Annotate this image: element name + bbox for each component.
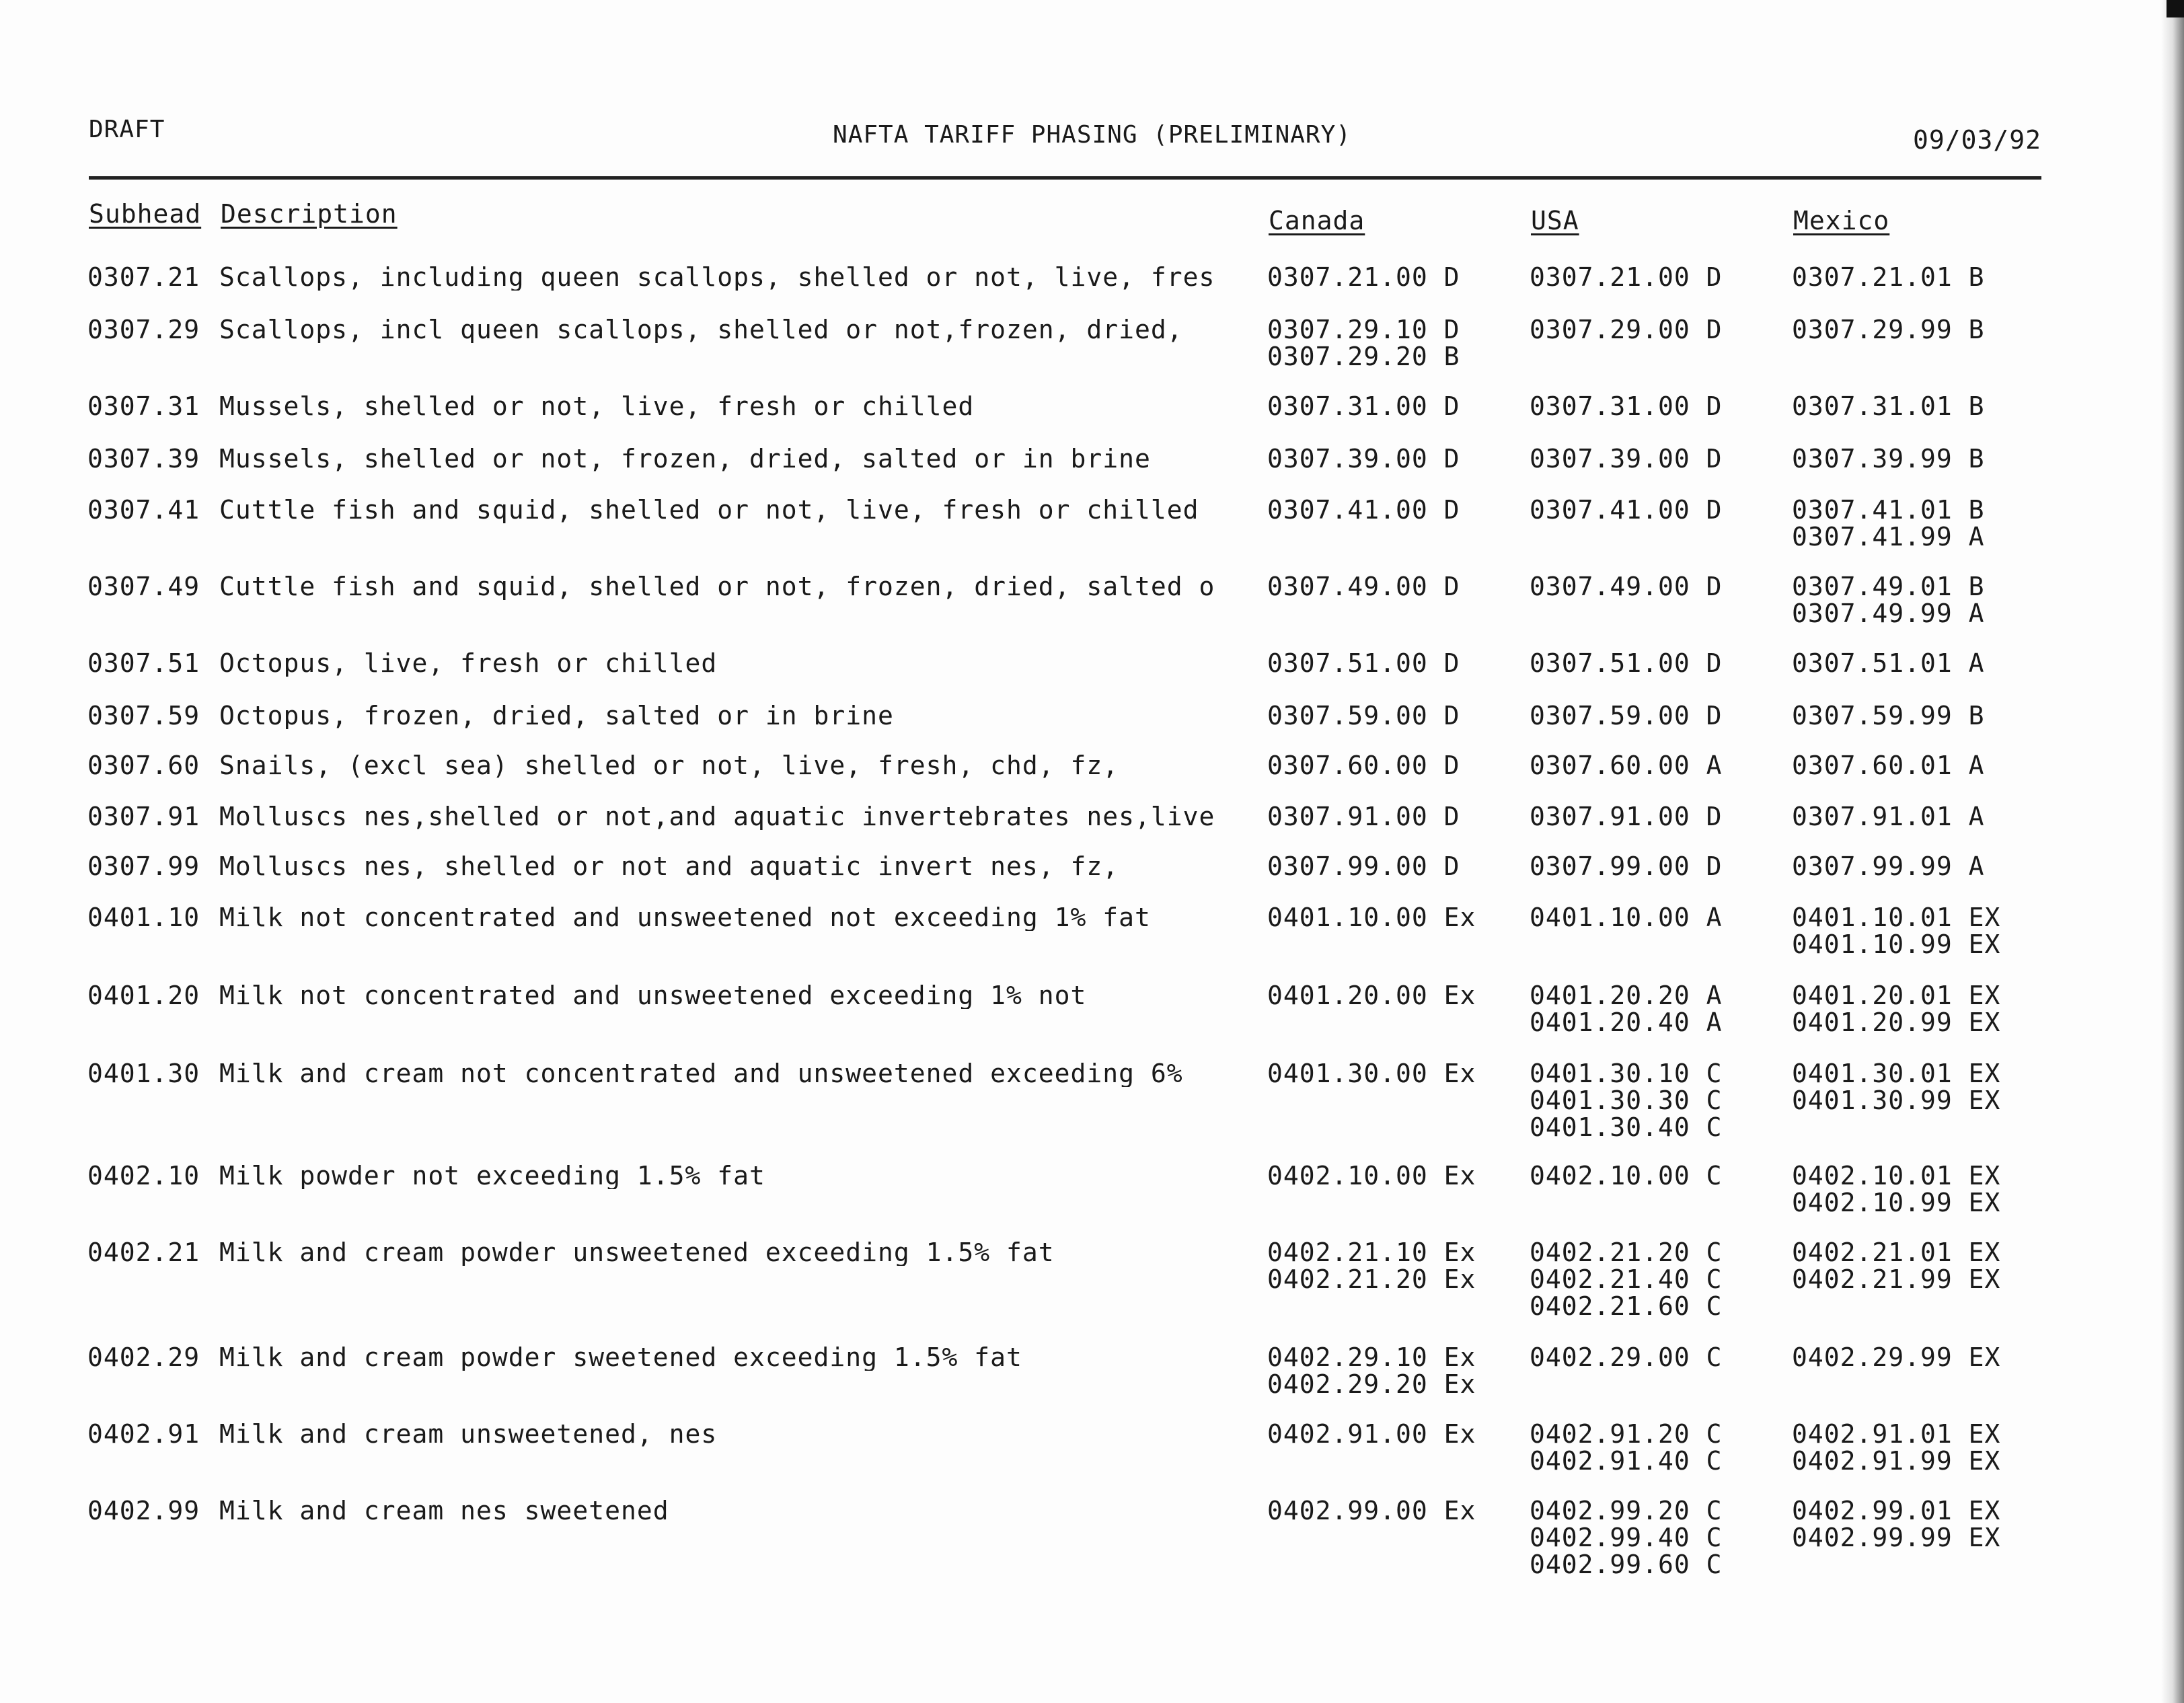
mexico-codes: [1792, 264, 1985, 291]
mexico-tariff-code: 0307.39.99 B: [1792, 444, 1985, 474]
canada-tariff-code: 0402.91.00 Ex: [1267, 1419, 1476, 1449]
usa-tariff-code: 0402.10.00 C: [1530, 1161, 1723, 1190]
usa-tariff-code: 0402.99.60 C: [1530, 1550, 1723, 1579]
usa-tariff-code: 0401.30.40 C: [1530, 1112, 1723, 1142]
mexico-tariff-code: 0307.49.99 A: [1792, 599, 1985, 628]
subhead-code: 0307.31: [87, 391, 200, 421]
canada-tariff-code: 0307.51.00 D: [1267, 648, 1460, 678]
mexico-tariff-code: 0307.41.99 A: [1792, 522, 1985, 552]
canada-tariff-code: 0401.20.00 Ex: [1267, 981, 1476, 1010]
mexico-codes: [1792, 393, 1985, 420]
mexico-tariff-code: 0401.30.01 EX: [1792, 1059, 2001, 1088]
description-text: Milk and cream powder unsweetened exceeding 1.5% fat: [219, 1239, 1055, 1266]
mexico-tariff-code: 0307.49.01 B: [1792, 572, 1985, 601]
column-header-mexico: Mexico: [1793, 206, 1890, 235]
subhead-code: 0307.21: [87, 262, 200, 292]
canada-codes: [1267, 702, 1460, 729]
subhead-code: 0402.99: [87, 1496, 200, 1525]
usa-tariff-code: 0307.91.00 D: [1530, 802, 1723, 831]
mexico-tariff-code: 0307.21.01 B: [1792, 262, 1985, 292]
subhead-code: 0307.51: [87, 648, 200, 678]
header-rule: [89, 176, 2041, 180]
usa-tariff-code: 0402.29.00 C: [1530, 1342, 1723, 1372]
canada-tariff-code: 0307.41.00 D: [1267, 495, 1460, 525]
usa-codes: [1530, 573, 1723, 600]
description-text: Molluscs nes, shelled or not and aquatic invert nes, fz,: [219, 853, 1119, 880]
canada-codes: [1267, 650, 1460, 677]
canada-codes: [1267, 803, 1460, 830]
description-text: Milk not concentrated and unsweetened not exceeding 1% fat: [219, 904, 1151, 931]
usa-codes: [1530, 1060, 1723, 1141]
subhead-code: 0307.39: [87, 444, 200, 474]
mexico-tariff-code: 0402.29.99 EX: [1792, 1342, 2001, 1372]
usa-codes: [1530, 496, 1723, 523]
mexico-tariff-code: 0401.20.99 EX: [1792, 1008, 2001, 1037]
canada-codes: [1267, 496, 1460, 523]
usa-codes: [1530, 445, 1723, 472]
description-text: Mussels, shelled or not, live, fresh or chilled: [219, 393, 975, 420]
mexico-tariff-code: 0401.30.99 EX: [1792, 1086, 2001, 1115]
usa-tariff-code: 0401.20.20 A: [1530, 981, 1723, 1010]
document-date: 09/03/92: [1912, 125, 2041, 155]
column-header-subhead: Subhead: [89, 199, 202, 229]
usa-tariff-code: 0402.21.20 C: [1530, 1238, 1723, 1267]
canada-tariff-code: 0307.29.20 B: [1267, 342, 1460, 371]
mexico-tariff-code: 0402.10.01 EX: [1792, 1161, 2001, 1190]
subhead-code: 0402.91: [87, 1419, 200, 1449]
subhead-code: 0307.29: [87, 315, 200, 344]
mexico-tariff-code: 0402.99.01 EX: [1792, 1496, 2001, 1525]
mexico-tariff-code: 0307.99.99 A: [1792, 852, 1985, 881]
subhead-code: 0402.21: [87, 1238, 200, 1267]
canada-codes: [1267, 1497, 1476, 1524]
mexico-codes: [1792, 573, 1985, 627]
mexico-codes: [1792, 445, 1985, 472]
subhead-code: 0401.30: [87, 1059, 200, 1088]
mexico-tariff-code: 0402.91.01 EX: [1792, 1419, 2001, 1449]
canada-tariff-code: 0307.49.00 D: [1267, 572, 1460, 601]
mexico-tariff-code: 0307.60.01 A: [1792, 751, 1985, 780]
canada-tariff-code: 0307.21.00 D: [1267, 262, 1460, 292]
canada-tariff-code: 0402.29.10 Ex: [1267, 1342, 1476, 1372]
mexico-tariff-code: 0401.20.01 EX: [1792, 981, 2001, 1010]
usa-tariff-code: 0307.41.00 D: [1530, 495, 1723, 525]
canada-tariff-code: 0307.99.00 D: [1267, 852, 1460, 881]
usa-codes: [1530, 1239, 1723, 1320]
canada-tariff-code: 0401.30.00 Ex: [1267, 1059, 1476, 1088]
mexico-codes: [1792, 316, 1985, 343]
mexico-codes: [1792, 1421, 2000, 1474]
usa-codes: [1530, 853, 1723, 880]
usa-codes: [1530, 316, 1723, 343]
mexico-codes: [1792, 904, 2000, 958]
description-text: Milk and cream unsweetened, nes: [219, 1421, 718, 1447]
description-text: Milk not concentrated and unsweetened exceeding 1% not: [219, 982, 1087, 1009]
canada-tariff-code: 0401.10.00 Ex: [1267, 903, 1476, 932]
usa-tariff-code: 0307.59.00 D: [1530, 701, 1723, 730]
usa-tariff-code: 0401.20.40 A: [1530, 1008, 1723, 1037]
canada-codes: [1267, 1162, 1476, 1189]
subhead-code: 0402.10: [87, 1161, 200, 1190]
canada-tariff-code: 0402.10.00 Ex: [1267, 1161, 1476, 1190]
mexico-tariff-code: 0401.10.99 EX: [1792, 930, 2001, 959]
canada-codes: [1267, 393, 1460, 420]
usa-codes: [1530, 1344, 1723, 1371]
usa-tariff-code: 0402.91.40 C: [1530, 1446, 1723, 1476]
canada-codes: [1267, 982, 1476, 1009]
mexico-codes: [1792, 752, 1985, 779]
usa-tariff-code: 0307.21.00 D: [1530, 262, 1723, 292]
usa-codes: [1530, 702, 1723, 729]
page-title: NAFTA TARIFF PHASING (PRELIMINARY): [833, 121, 1351, 149]
usa-tariff-code: 0402.91.20 C: [1530, 1419, 1723, 1449]
usa-codes: [1530, 1421, 1723, 1474]
usa-codes: [1530, 1497, 1723, 1578]
description-text: Octopus, live, fresh or chilled: [219, 650, 718, 677]
mexico-tariff-code: 0402.21.99 EX: [1792, 1264, 2001, 1294]
mexico-codes: [1792, 496, 1985, 550]
canada-codes: [1267, 1060, 1476, 1087]
usa-codes: [1530, 982, 1723, 1036]
description-text: Mussels, shelled or not, frozen, dried, salted or in brine: [219, 445, 1151, 472]
mexico-tariff-code: 0307.29.99 B: [1792, 315, 1985, 344]
canada-tariff-code: 0307.39.00 D: [1267, 444, 1460, 474]
usa-codes: [1530, 904, 1723, 931]
canada-tariff-code: 0307.29.10 D: [1267, 315, 1460, 344]
usa-tariff-code: 0402.21.60 C: [1530, 1291, 1723, 1321]
canada-tariff-code: 0402.99.00 Ex: [1267, 1496, 1476, 1525]
mexico-tariff-code: 0401.10.01 EX: [1792, 903, 2001, 932]
mexico-codes: [1792, 702, 1985, 729]
subhead-code: 0307.91: [87, 802, 200, 831]
subhead-code: 0307.60: [87, 751, 200, 780]
mexico-tariff-code: 0402.10.99 EX: [1792, 1188, 2001, 1217]
column-header-usa: USA: [1531, 206, 1579, 235]
canada-tariff-code: 0402.21.20 Ex: [1267, 1264, 1476, 1294]
mexico-codes: [1792, 803, 1985, 830]
usa-tariff-code: 0402.99.40 C: [1530, 1523, 1723, 1552]
description-text: Molluscs nes,shelled or not,and aquatic invertebrates nes,live: [219, 803, 1215, 830]
canada-codes: [1267, 573, 1460, 600]
mexico-tariff-code: 0307.31.01 B: [1792, 391, 1985, 421]
mexico-tariff-code: 0307.41.01 B: [1792, 495, 1985, 525]
usa-codes: [1530, 803, 1723, 830]
description-text: Cuttle fish and squid, shelled or not, live, fresh or chilled: [219, 496, 1199, 523]
mexico-codes: [1792, 853, 1985, 880]
mexico-codes: [1792, 1497, 2000, 1551]
usa-tariff-code: 0401.30.30 C: [1530, 1086, 1723, 1115]
usa-tariff-code: 0307.49.00 D: [1530, 572, 1723, 601]
description-text: Milk powder not exceeding 1.5% fat: [219, 1162, 765, 1189]
mexico-tariff-code: 0307.59.99 B: [1792, 701, 1985, 730]
usa-tariff-code: 0401.10.00 A: [1530, 903, 1723, 932]
subhead-code: 0402.29: [87, 1342, 200, 1372]
subhead-code: 0307.49: [87, 572, 200, 601]
draft-label: DRAFT: [89, 116, 165, 143]
usa-codes: [1530, 264, 1723, 291]
canada-tariff-code: 0402.29.20 Ex: [1267, 1369, 1476, 1399]
scan-edge-shadow: [2161, 0, 2184, 1703]
mexico-codes: [1792, 1239, 2000, 1293]
mexico-tariff-code: 0307.51.01 A: [1792, 648, 1985, 678]
mexico-tariff-code: 0402.91.99 EX: [1792, 1446, 2001, 1476]
mexico-codes: [1792, 1060, 2000, 1114]
description-text: Milk and cream nes sweetened: [219, 1497, 669, 1524]
mexico-codes: [1792, 982, 2000, 1036]
usa-tariff-code: 0307.51.00 D: [1530, 648, 1723, 678]
canada-codes: [1267, 1344, 1476, 1398]
canada-tariff-code: 0307.91.00 D: [1267, 802, 1460, 831]
subhead-code: 0307.99: [87, 852, 200, 881]
canada-codes: [1267, 752, 1460, 779]
canada-codes: [1267, 904, 1476, 931]
canada-codes: [1267, 316, 1460, 370]
canada-tariff-code: 0402.21.10 Ex: [1267, 1238, 1476, 1267]
canada-codes: [1267, 1239, 1476, 1293]
usa-tariff-code: 0402.99.20 C: [1530, 1496, 1723, 1525]
canada-tariff-code: 0307.60.00 D: [1267, 751, 1460, 780]
mexico-codes: [1792, 1162, 2000, 1216]
description-text: Snails, (excl sea) shelled or not, live, fresh, chd, fz,: [219, 752, 1119, 779]
description-text: Octopus, frozen, dried, salted or in brine: [219, 702, 894, 729]
description-text: Scallops, incl queen scallops, shelled or not,frozen, dried,: [219, 316, 1183, 343]
usa-codes: [1530, 752, 1723, 779]
usa-codes: [1530, 1162, 1723, 1189]
canada-codes: [1267, 1421, 1476, 1447]
canada-tariff-code: 0307.31.00 D: [1267, 391, 1460, 421]
canada-codes: [1267, 853, 1460, 880]
description-text: Scallops, including queen scallops, shelled or not, live, fres: [219, 264, 1215, 291]
canada-codes: [1267, 445, 1460, 472]
usa-tariff-code: 0402.21.40 C: [1530, 1264, 1723, 1294]
subhead-code: 0401.20: [87, 981, 200, 1010]
canada-tariff-code: 0307.59.00 D: [1267, 701, 1460, 730]
subhead-code: 0401.10: [87, 903, 200, 932]
subhead-code: 0307.59: [87, 701, 200, 730]
column-header-canada: Canada: [1269, 206, 1365, 235]
mexico-tariff-code: 0402.99.99 EX: [1792, 1523, 2001, 1552]
mexico-tariff-code: 0402.21.01 EX: [1792, 1238, 2001, 1267]
canada-codes: [1267, 264, 1460, 291]
usa-tariff-code: 0307.99.00 D: [1530, 852, 1723, 881]
description-text: Cuttle fish and squid, shelled or not, frozen, dried, salted o: [219, 573, 1215, 600]
usa-tariff-code: 0307.60.00 A: [1530, 751, 1723, 780]
usa-tariff-code: 0307.29.00 D: [1530, 315, 1723, 344]
usa-tariff-code: 0401.30.10 C: [1530, 1059, 1723, 1088]
mexico-codes: [1792, 1344, 2000, 1371]
mexico-codes: [1792, 650, 1985, 677]
usa-codes: [1530, 393, 1723, 420]
description-text: Milk and cream not concentrated and unsweetened exceeding 6%: [219, 1060, 1183, 1087]
usa-tariff-code: 0307.31.00 D: [1530, 391, 1723, 421]
usa-tariff-code: 0307.39.00 D: [1530, 444, 1723, 474]
mexico-tariff-code: 0307.91.01 A: [1792, 802, 1985, 831]
subhead-code: 0307.41: [87, 495, 200, 525]
column-header-description: Description: [221, 199, 398, 229]
scan-corner-mark: [2167, 0, 2184, 17]
usa-codes: [1530, 650, 1723, 677]
description-text: Milk and cream powder sweetened exceeding 1.5% fat: [219, 1344, 1022, 1371]
